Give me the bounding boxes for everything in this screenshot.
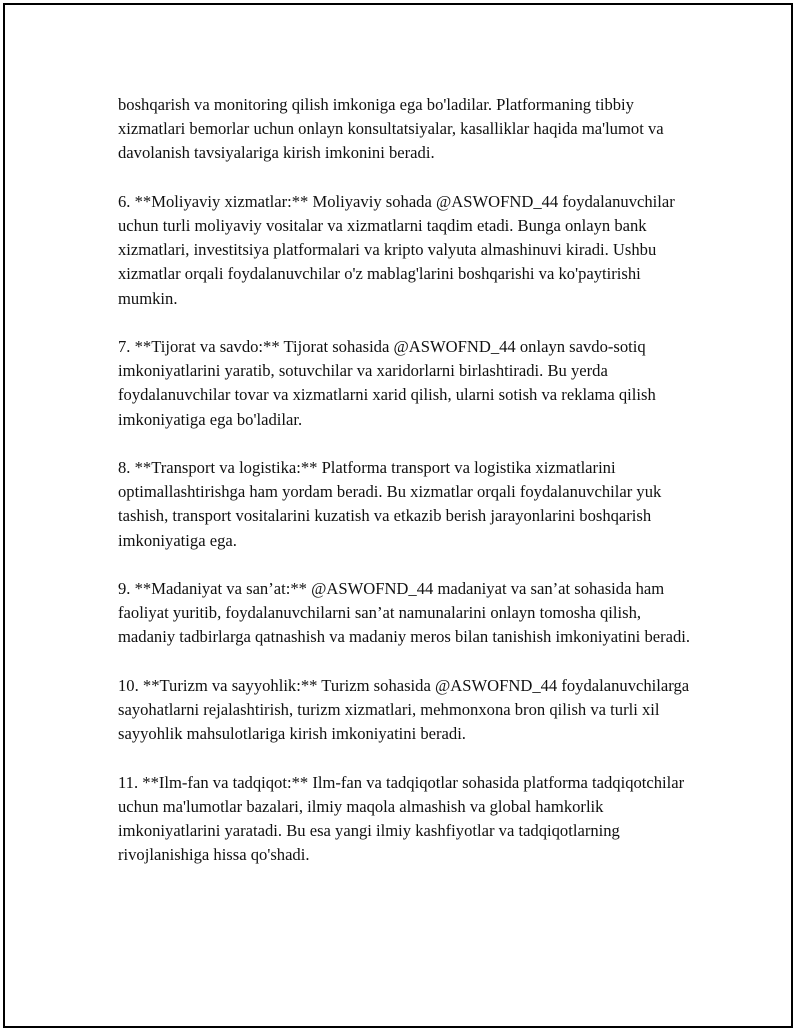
paragraph-culture-art: 9. **Madaniyat va san’at:** @ASWOFND_44 madaniyat va san’at sohasida ham faoliyat yuritib, foydalanuvchilarni san’at namunalarini onlayn tomosha qilish, madaniy tadbirlarga qatnashish va madaniy meros bilan tanishish imkoniyatini beradi. bbox=[118, 579, 691, 647]
paragraph-transport-logistics: 8. **Transport va logistika:** Platforma transport va logistika xizmatlarini optimallashtirishga ham yordam beradi. Bu xizmatlar orqali foydalanuvchilar yuk tashish, transport vositalarini kuzatish va etkazib berish jarayonlarini boshqarish imkoniyatiga ega. bbox=[118, 458, 662, 550]
paragraph-continuation: boshqarish va monitoring qilish imkoniga ega bo'ladilar. Platformaning tibbiy xizmatlari bemorlar uchun onlayn konsultatsiyalar, kasalliklar haqida ma'lumot va davolanish tavsiyalariga kirish imkonini beradi. bbox=[118, 95, 664, 163]
paragraph-commerce-trade: 7. **Tijorat va savdo:** Tijorat sohasida @ASWOFND_44 onlayn savdo-sotiq imkoniyatlarini yaratib, sotuvchilar va xaridorlarni birlashtiradi. Bu yerda foydalanuvchilar tovar va xizmatlarni xarid qilish, ularni sotish va reklama qilish imkoniyatiga ega bo'ladilar. bbox=[118, 337, 656, 429]
document-body bbox=[118, 93, 698, 892]
paragraph-tourism: 10. **Turizm va sayyohlik:** Turizm sohasida @ASWOFND_44 foydalanuvchilarga sayohatlarni rejalashtirish, turizm xizmatlari, mehmonxona bron qilish va turli xil sayyohlik mahsulotlariga kirish imkoniyatini beradi. bbox=[118, 675, 690, 744]
paragraph-financial-services: 6. **Moliyaviy xizmatlar:** Moliyaviy sohada @ASWOFND_44 foydalanuvchilar uchun turli moliyaviy vositalar va xizmatlarni taqdim etadi. Bunga onlayn bank xizmatlari, investitsiya platformalari va kripto valyuta almashinuvi kiradi. Ushbu xizmatlar orqali foydalanuvchilar o'z mablag'larini boshqarishi va ko'paytirishi mumkin. bbox=[118, 191, 675, 308]
paragraph-science-research: 11. **Ilm-fan va tadqiqot:** Ilm-fan va tadqiqotlar sohasida platforma tadqiqotchilar uchun ma'lumotlar bazalari, ilmiy maqola almashish va global hamkorlik imkoniyatlarini yaratadi. Bu esa yangi ilmiy kashfiyotlar va tadqiqotlarning rivojlanishiga hissa qo'shadi. bbox=[118, 772, 685, 865]
